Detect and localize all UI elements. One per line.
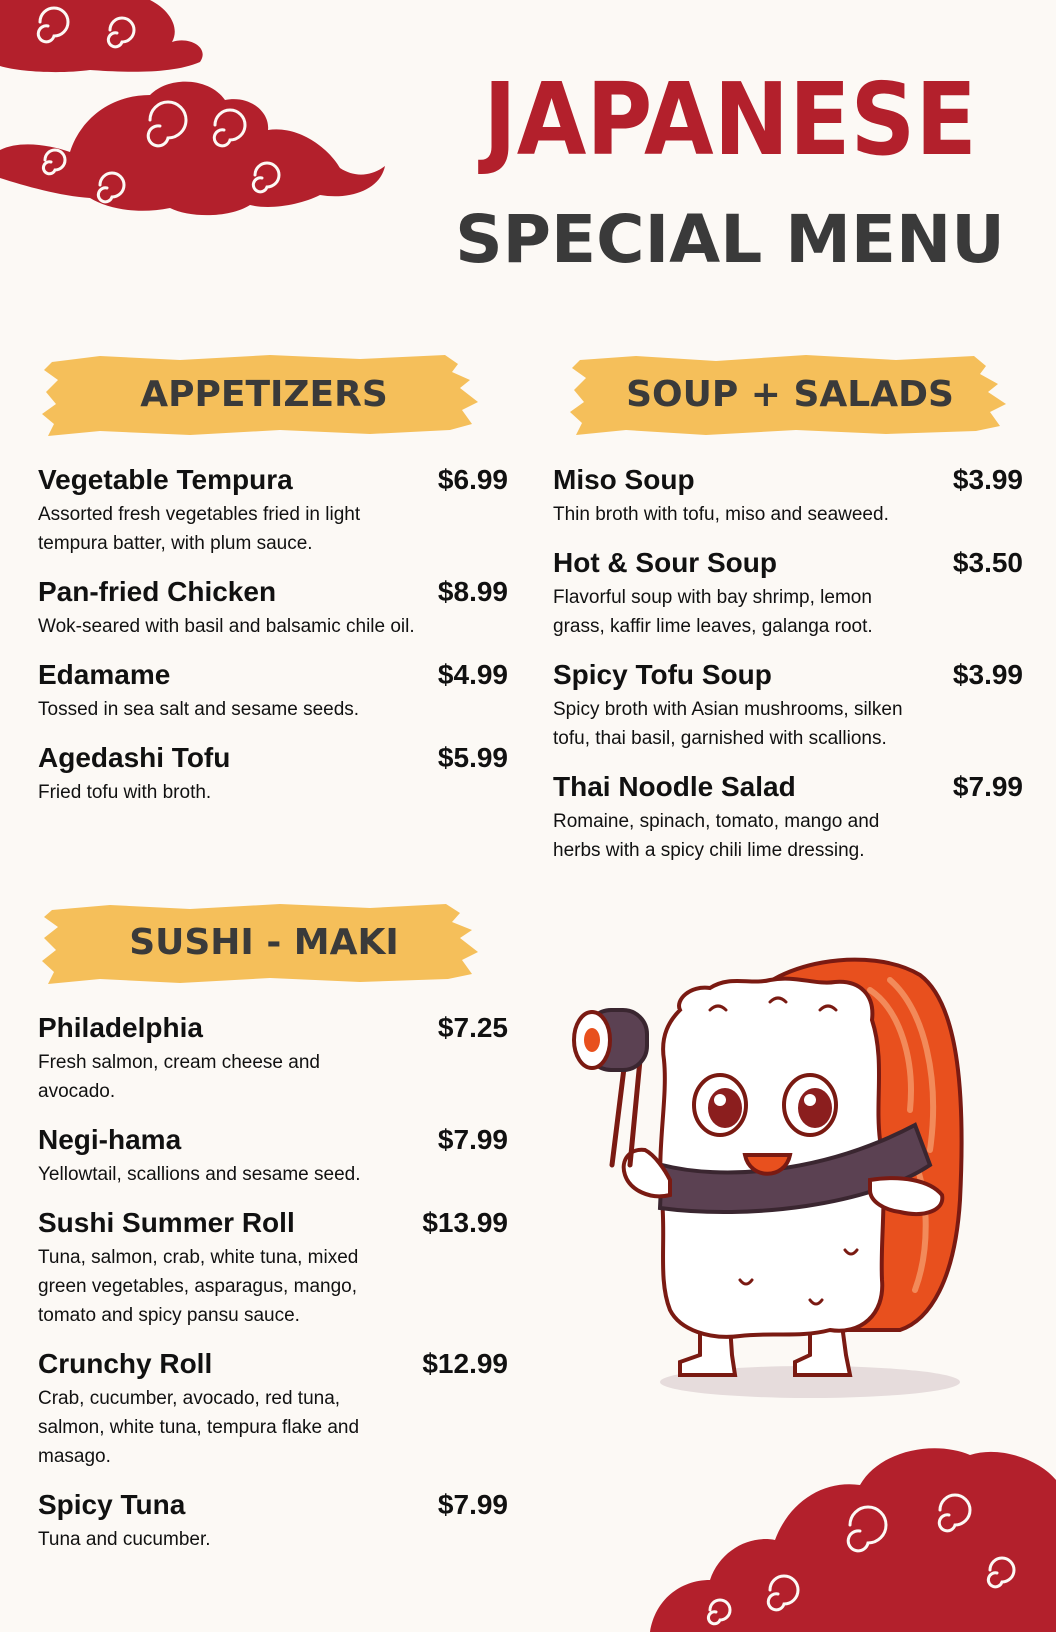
title-sub: SPECIAL MENU [455, 201, 1005, 278]
menu-item [38, 574, 508, 641]
item-description: Romaine, spinach, tomato, mango and herbs with a spicy chili lime dressing. [553, 811, 880, 861]
item-name: Pan-fried Chicken [38, 576, 277, 607]
soup-salads-heading-label: SOUP + SALADS [626, 374, 954, 415]
menu-item [38, 1487, 508, 1554]
item-price: $13.99 [422, 1207, 508, 1238]
cloud-icon [650, 1440, 1056, 1632]
item-name: Philadelphia [38, 1012, 203, 1043]
item-price: $3.99 [952, 659, 1023, 690]
item-name: Vegetable Tempura [38, 464, 293, 495]
item-name: Crunchy Roll [38, 1348, 213, 1379]
item-description: Thin broth with tofu, miso and seaweed. [553, 504, 889, 525]
item-name: Hot & Sour Soup [553, 547, 777, 578]
menu-item [553, 545, 1023, 641]
sushi-maki-list [38, 1010, 508, 1570]
menu-item [553, 462, 1023, 529]
appetizers-heading-label: APPETIZERS [140, 374, 388, 415]
item-price: $8.99 [437, 576, 508, 607]
item-price: $4.99 [437, 659, 508, 690]
menu-item [38, 740, 508, 807]
item-description: Tossed in sea salt and sesame seeds. [38, 699, 360, 720]
item-description: Assorted fresh vegetables fried in light tempura batter, with plum sauce. [38, 504, 361, 554]
cloud-icon [0, 0, 400, 230]
item-price: $6.99 [437, 464, 508, 495]
item-name: Sushi Summer Roll [38, 1207, 295, 1238]
sushi-mascot-icon [570, 950, 990, 1410]
menu-item [38, 462, 508, 558]
title-main: JAPANESE [483, 61, 977, 178]
appetizers-list [38, 462, 508, 823]
menu-item [38, 1122, 508, 1189]
item-price: $12.99 [422, 1348, 508, 1379]
menu-item [38, 1010, 508, 1106]
item-name: Thai Noodle Salad [553, 771, 796, 802]
item-description: Tuna and cucumber. [38, 1529, 211, 1550]
item-description: Tuna, salmon, crab, white tuna, mixed green vegetables, asparagus, mango, tomato and spicy pansu sauce. [38, 1247, 359, 1326]
menu-item [553, 769, 1023, 865]
sushi-maki-heading-label: SUSHI - MAKI [129, 922, 399, 963]
item-description: Wok-seared with basil and balsamic chile oil. [38, 616, 415, 637]
item-price: $7.99 [437, 1124, 508, 1155]
item-price: $7.25 [437, 1012, 508, 1043]
item-price: $3.50 [952, 547, 1023, 578]
sushi-maki-heading [40, 898, 488, 988]
item-description: Fried tofu with broth. [38, 782, 212, 803]
item-name: Miso Soup [553, 464, 695, 495]
appetizers-heading [40, 350, 488, 440]
item-price: $7.99 [952, 771, 1023, 802]
soup-salads-list [553, 462, 1023, 881]
menu-item [38, 1205, 508, 1330]
item-name: Agedashi Tofu [38, 742, 231, 773]
item-price: $3.99 [952, 464, 1023, 495]
item-description: Yellowtail, scallions and sesame seed. [38, 1164, 361, 1185]
menu-item [553, 657, 1023, 753]
item-name: Negi-hama [38, 1124, 182, 1155]
menu-item [38, 657, 508, 724]
item-price: $7.99 [437, 1489, 508, 1520]
item-name: Spicy Tuna [38, 1489, 186, 1520]
item-description: Spicy broth with Asian mushrooms, silken tofu, thai basil, garnished with scallions. [553, 699, 903, 749]
item-name: Edamame [38, 659, 171, 690]
item-name: Spicy Tofu Soup [553, 659, 772, 690]
item-description: Fresh salmon, cream cheese and avocado. [38, 1052, 320, 1102]
item-description: Crab, cucumber, avocado, red tuna, salmon, white tuna, tempura flake and masago. [38, 1388, 360, 1467]
soup-salads-heading [566, 350, 1014, 440]
item-description: Flavorful soup with bay shrimp, lemon grass, kaffir lime leaves, galanga root. [553, 587, 873, 637]
item-price: $5.99 [437, 742, 508, 773]
menu-item [38, 1346, 508, 1471]
